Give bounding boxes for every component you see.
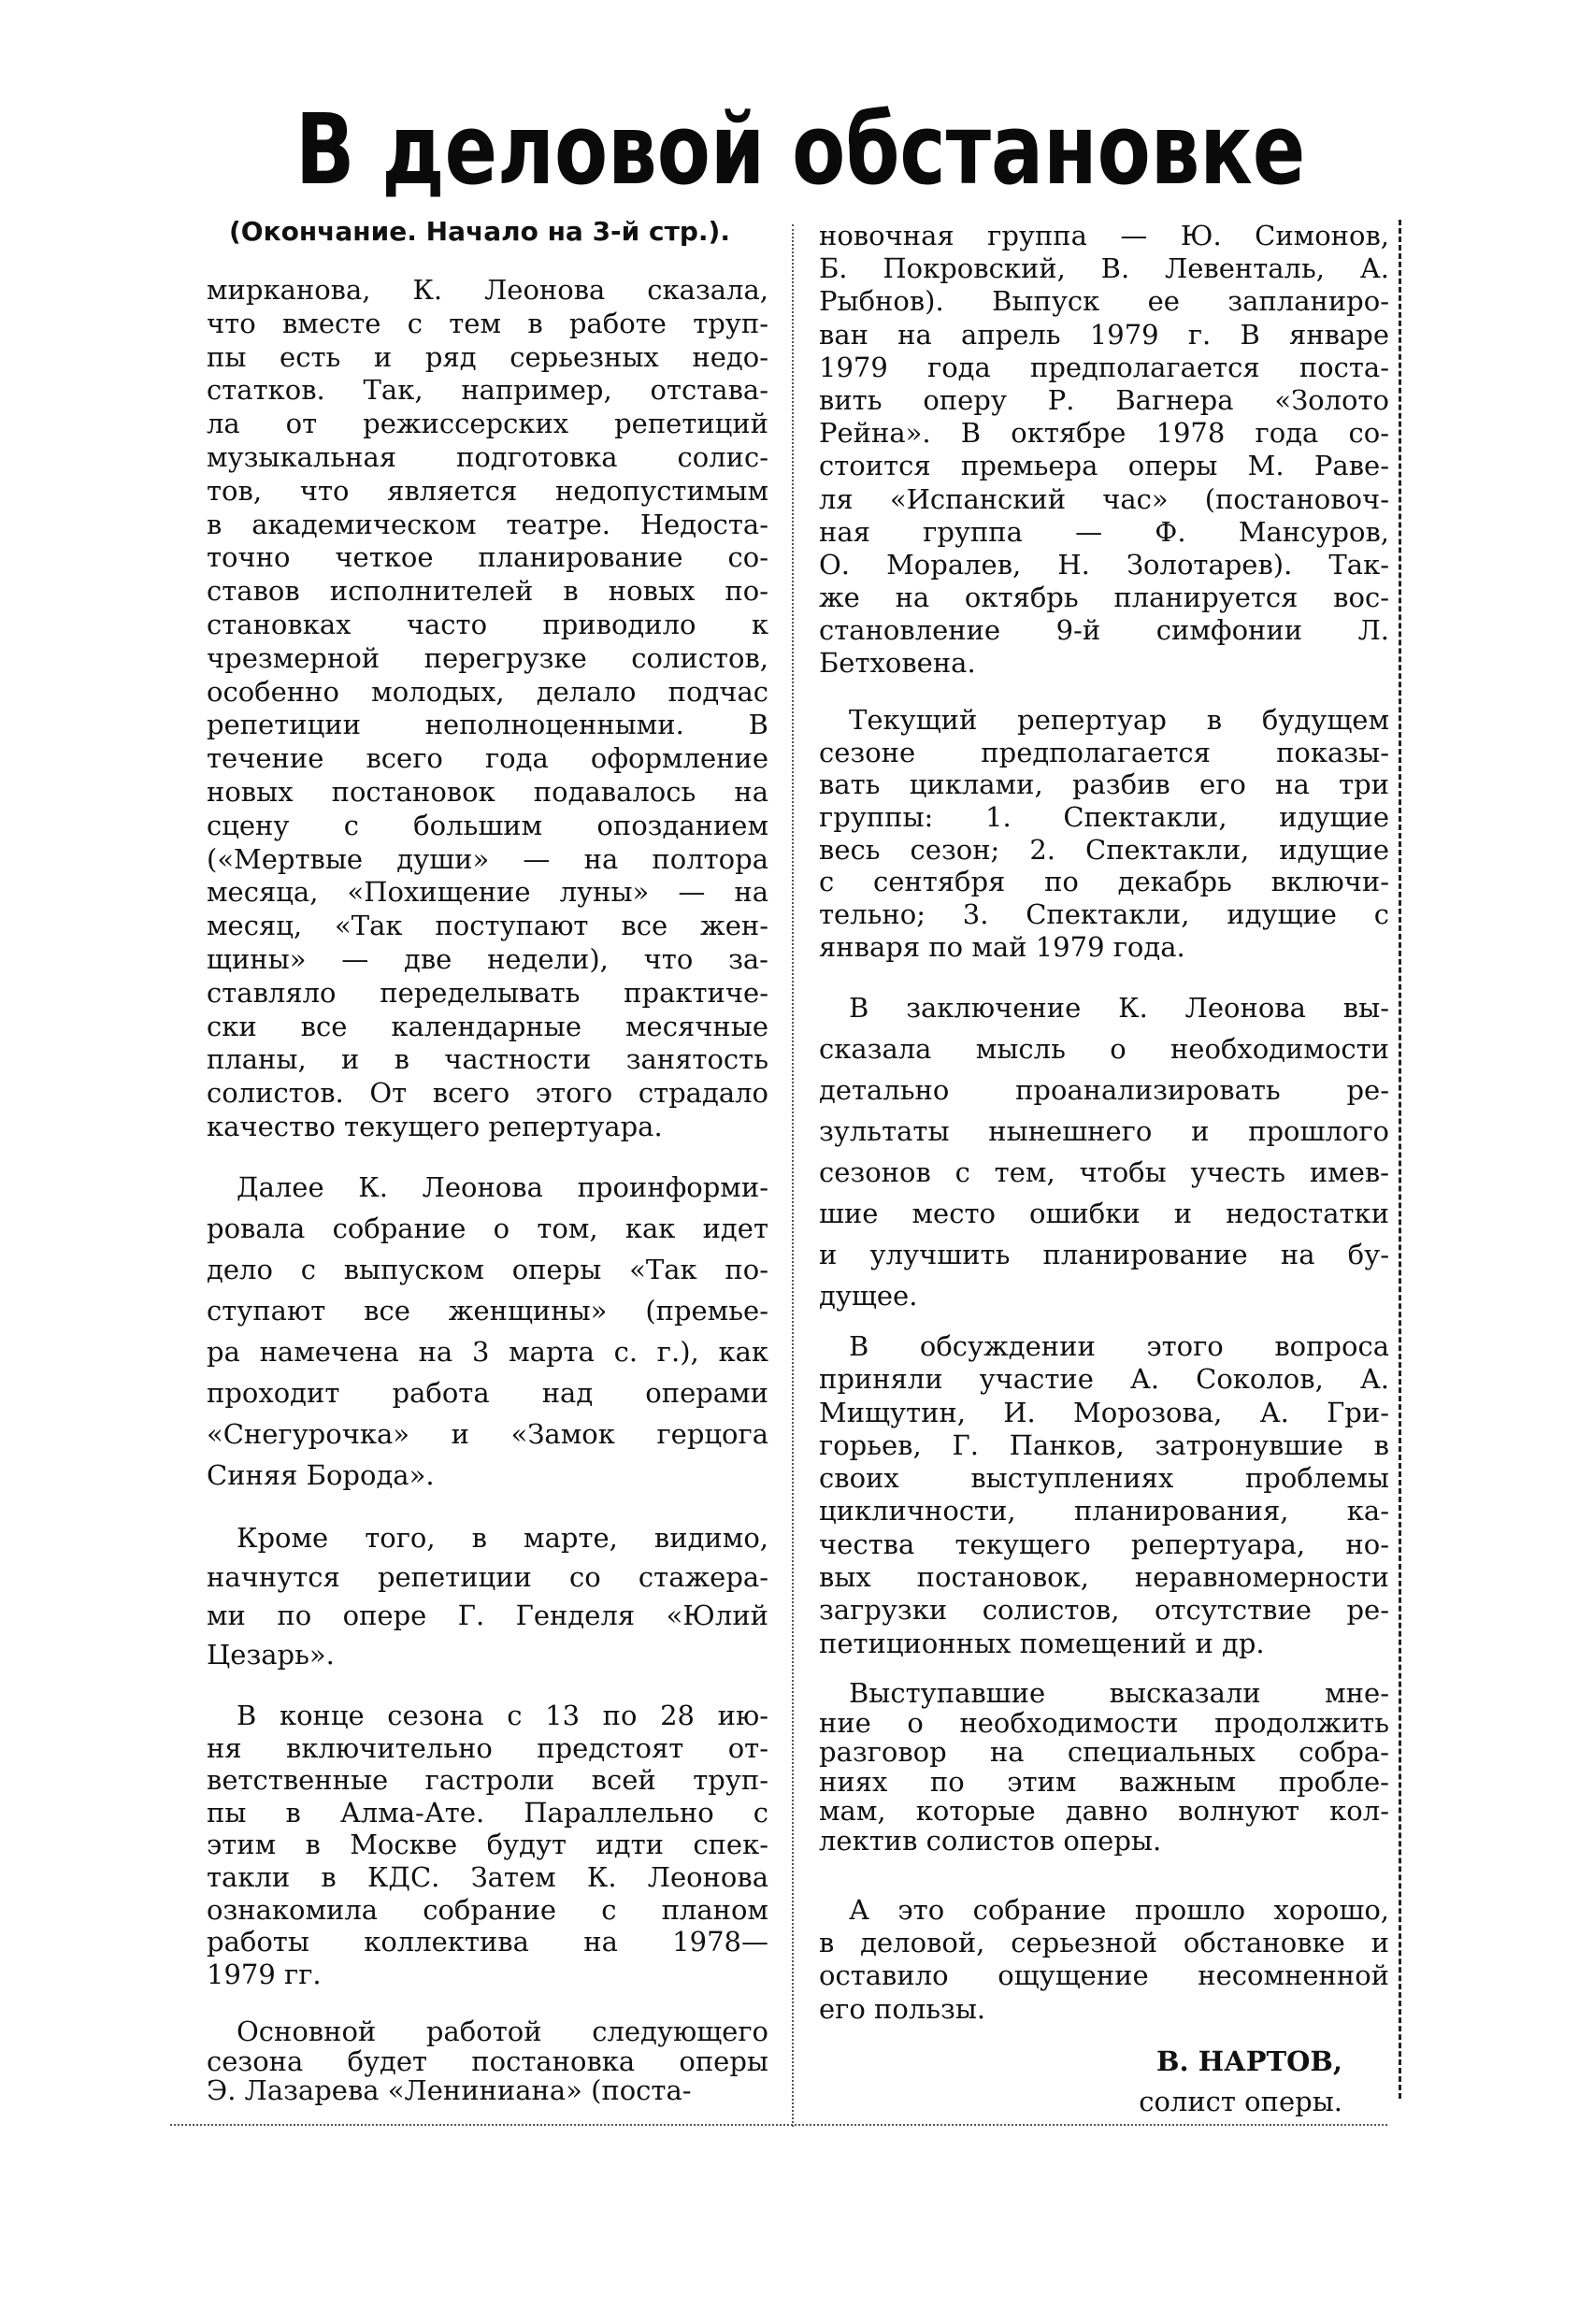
text-line: [207, 1519, 768, 1558]
text-line-content: чества текущего репертуара, но-: [819, 1528, 1389, 1560]
text-line-content: пы в Алма-Ате. Параллельно с: [207, 1796, 768, 1829]
paragraph: [207, 274, 768, 1144]
text-line-content: ниях по этим важным пробле-: [819, 1765, 1389, 1798]
text-line-content: вить оперу Р. Вагнера «Золото: [819, 383, 1389, 416]
text-line-content: ставляло переделывать практиче-: [207, 976, 768, 1009]
text-line: [819, 319, 1389, 351]
paragraph: [819, 704, 1389, 964]
text-line-content: Основной работой следующего: [237, 2016, 768, 2047]
text-line-content: в деловой, серьезной обстановке и: [819, 1927, 1389, 1959]
text-line: [819, 1894, 1389, 1927]
text-line-content: Синяя Борода».: [207, 1459, 435, 1491]
text-line-content: становление 9-й симфонии Л.: [819, 614, 1389, 647]
text-line-content: становках часто приводило к: [207, 608, 768, 640]
text-line: [207, 575, 768, 609]
text-line: [207, 642, 768, 676]
text-line: [819, 737, 1389, 769]
text-line: [819, 768, 1389, 801]
text-line-content: вать циклами, разбив его на три: [819, 768, 1389, 801]
paragraph: [819, 1894, 1389, 2026]
right-border-rule: [1399, 220, 1401, 2099]
text-line-content: точно четкое планирование со-: [207, 541, 768, 574]
text-line-content: пы есть и ряд серьезных недо-: [207, 340, 768, 373]
text-line-content: дущее.: [819, 1280, 918, 1312]
text-line: [207, 1797, 768, 1829]
text-line: [819, 834, 1389, 867]
text-line: [207, 876, 768, 910]
text-line: [819, 581, 1389, 614]
text-line: [819, 1738, 1389, 1768]
text-line: [819, 516, 1389, 549]
text-line-content: своих выступлениях проблемы: [819, 1462, 1389, 1495]
text-line: [207, 1372, 768, 1413]
text-line-content: репетиции неполноценными. В: [207, 709, 768, 741]
text-line: [819, 647, 1389, 680]
text-line-content: лектив солистов оперы.: [819, 1824, 1162, 1857]
text-line-content: Далее К. Леонова проинформи-: [237, 1171, 768, 1203]
paragraph: [819, 987, 1389, 1316]
text-line: [207, 274, 768, 308]
text-line-content: сезона будет постановка оперы: [207, 2044, 768, 2077]
text-line: [819, 285, 1389, 318]
text-line: [207, 1861, 768, 1894]
text-line-content: чрезмерной перегрузке солистов,: [207, 641, 768, 674]
text-line: [207, 776, 768, 810]
text-line: [207, 308, 768, 341]
text-line-content: ня включительно предстоят от-: [207, 1731, 768, 1764]
text-line: [207, 1558, 768, 1598]
text-line-content: и улучшить планирование на бу-: [819, 1239, 1389, 1270]
text-line-content: же на октябрь планируется вос-: [819, 581, 1389, 614]
text-line: [819, 1193, 1389, 1234]
text-line-content: ровала собрание о том, как идет: [207, 1212, 768, 1244]
text-line-content: его пользы.: [819, 1992, 986, 2025]
text-line: [207, 1829, 768, 1861]
text-line-content: разговор на специальных собра-: [819, 1736, 1389, 1769]
text-line-content: миркaнова, К. Леонова сказала,: [207, 274, 768, 306]
text-line-content: месяц, «Так поступают все жен-: [207, 910, 768, 942]
text-line: [819, 220, 1389, 252]
text-line-content: ра намечена на 3 марта с. г.), как: [207, 1336, 768, 1368]
text-line-content: вых постановок, неравномерности: [819, 1561, 1389, 1594]
text-line: [819, 1993, 1389, 2026]
text-line: [819, 866, 1389, 898]
text-line: [207, 943, 768, 977]
text-line: [207, 341, 768, 375]
text-line: [819, 1234, 1389, 1275]
text-line-content: солистов. От всего этого страдало: [207, 1077, 768, 1110]
text-line: [819, 417, 1389, 450]
text-line-content: приняли участие А. Соколов, А.: [819, 1363, 1389, 1396]
text-line-content: В заключение К. Леонова вы-: [849, 992, 1389, 1024]
text-line-content: мам, которые давно волнуют кол-: [819, 1795, 1389, 1828]
text-line: [819, 1824, 1389, 1857]
text-line: [819, 1363, 1389, 1396]
text-line-content: новочная группа — Ю. Симонов,: [819, 220, 1389, 251]
text-line: [207, 1043, 768, 1077]
text-line-content: сезоне предполагается показы-: [819, 736, 1389, 768]
text-line: [207, 843, 768, 877]
signature-role: солист оперы.: [1139, 2086, 1342, 2117]
text-line: [819, 1628, 1389, 1660]
text-line: [819, 1111, 1389, 1152]
text-line: [207, 408, 768, 441]
text-line-content: шие место ошибки и недостатки: [819, 1198, 1389, 1229]
text-line-content: А это собрание прошло хорошо,: [849, 1894, 1389, 1926]
bottom-rule: [170, 2124, 1387, 2126]
text-line-content: зультаты нынешнего и прошлого: [819, 1115, 1389, 1147]
text-line: [819, 1495, 1389, 1528]
text-line-content: статков. Так, например, отстава-: [207, 374, 768, 407]
text-line: [819, 1275, 1389, 1316]
text-line-content: Рейна». В октябре 1978 года со-: [819, 417, 1389, 450]
text-line-content: ние о необходимости продолжить: [819, 1706, 1389, 1739]
text-line: [819, 1959, 1389, 1992]
text-line: [207, 1208, 768, 1249]
text-line: [207, 1636, 768, 1675]
text-line: [819, 450, 1389, 482]
text-line-content: Э. Лазарева «Лениниана» (поста-: [207, 2074, 692, 2107]
text-line-content: течение всего года оформление: [207, 742, 768, 775]
text-line-content: с сентября по декабрь включи-: [819, 866, 1389, 898]
text-line-content: Текущий репертуар в будущем: [849, 704, 1389, 736]
text-line-content: новых постановок подавалось на: [207, 775, 768, 808]
text-line-content: ветственные гастроли всей труп-: [207, 1764, 768, 1797]
text-line-content: петиционных помещений и др.: [819, 1627, 1265, 1659]
text-line: [819, 549, 1389, 581]
text-line-content: ознакомила собрание с планом: [207, 1893, 768, 1926]
text-line-content: начнутся репетиции со стажера-: [207, 1560, 768, 1593]
text-line: [207, 1764, 768, 1797]
text-line-content: горьев, Г. Панков, затронувшие в: [819, 1428, 1389, 1461]
text-line-content: Мищутин, И. Морозова, А. Гри-: [819, 1396, 1389, 1428]
text-line-content: музыкальная подготовка солис-: [207, 440, 768, 473]
text-line-content: ми по опере Г. Генделя «Юлий: [207, 1600, 768, 1631]
text-line-content: В обсуждении этого вопроса: [849, 1330, 1389, 1362]
text-line: [819, 1069, 1389, 1111]
text-line-content: такли в КДС. Затем К. Леонова: [207, 1860, 768, 1893]
text-line: [819, 1330, 1389, 1363]
signature-author: В. НАРТОВ,: [1156, 2045, 1342, 2077]
column-divider: [792, 224, 794, 2127]
paragraph: [207, 1519, 768, 1674]
text-line: [819, 1927, 1389, 1959]
text-line: [207, 2044, 768, 2077]
text-line-content: ля «Испанский час» (постановоч-: [819, 482, 1389, 515]
text-line: [819, 1594, 1389, 1627]
text-line: [207, 509, 768, 542]
text-line: [207, 1167, 768, 1208]
text-line: [207, 2017, 768, 2047]
text-line: [819, 898, 1389, 931]
text-line: [207, 374, 768, 408]
text-line: [207, 1926, 768, 1958]
text-line-content: планы, и в частности занятость: [207, 1043, 768, 1076]
text-line-content: О. Моралев, Н. Золотарев). Так-: [819, 548, 1389, 581]
text-line: [819, 801, 1389, 834]
text-line-content: Бетховена.: [819, 647, 976, 680]
text-line-content: дело с выпуском оперы «Так по-: [207, 1254, 768, 1285]
text-line: [207, 810, 768, 843]
text-line: [819, 1706, 1389, 1739]
text-line: [207, 1331, 768, 1372]
text-line: [207, 977, 768, 1011]
text-line: [207, 609, 768, 642]
text-line: [207, 1894, 768, 1927]
text-line: [207, 1455, 768, 1496]
text-line: [207, 1597, 768, 1636]
text-line-content: загрузки солистов, отсутствие ре-: [819, 1594, 1389, 1627]
text-line: [207, 1700, 768, 1732]
text-line: [819, 1152, 1389, 1193]
text-line-content: 1979 года предполагается поста-: [819, 351, 1389, 383]
paragraph: [819, 1679, 1389, 1857]
text-line-content: что вместе с тем в работе труп-: [207, 307, 768, 339]
text-line: [819, 384, 1389, 417]
text-line-content: сезонов с тем, чтобы учесть имев-: [819, 1156, 1389, 1188]
text-line-content: ла от режиссерских репетиций: [207, 408, 768, 440]
text-line-content: цикличности, планирования, ка-: [819, 1495, 1389, 1528]
text-line-content: ступают все женщины» (премье-: [207, 1295, 768, 1327]
text-line: [207, 1413, 768, 1455]
text-line-content: ван на апрель 1979 г. В январе: [819, 318, 1389, 351]
paragraph: [207, 1700, 768, 1990]
text-line: [207, 1011, 768, 1044]
text-line: [207, 1732, 768, 1765]
text-line: [207, 742, 768, 776]
text-line-content: («Мертвые души» — на полтора: [207, 842, 768, 875]
text-line: [207, 475, 768, 509]
text-line-content: весь сезон; 2. Спектакли, идущие: [819, 833, 1389, 866]
text-line-content: оставило ощущение несомненной: [819, 1959, 1389, 1992]
text-line: [819, 614, 1389, 647]
text-line-content: ная группа — Ф. Мансуров,: [819, 515, 1389, 548]
text-line-content: Выступавшие высказали мне-: [849, 1677, 1389, 1709]
text-line-content: щины» — две недели), что за-: [207, 942, 768, 975]
text-line: [819, 1561, 1389, 1594]
text-line: [819, 1028, 1389, 1069]
text-line-content: тельно; 3. Спектакли, идущие с: [819, 898, 1389, 931]
text-line-content: детально проанализировать ре-: [819, 1074, 1389, 1106]
text-line: [819, 1397, 1389, 1429]
text-line-content: Кроме того, в марте, видимо,: [237, 1522, 768, 1554]
text-line-content: проходит работа над операми: [207, 1377, 768, 1409]
headline: В деловой обстановке: [295, 93, 1306, 207]
text-line-content: января по май 1979 года.: [819, 930, 1185, 963]
text-line: [207, 441, 768, 475]
text-line: [819, 1679, 1389, 1709]
text-line: [819, 252, 1389, 285]
text-line-content: группы: 1. Спектакли, идущие: [819, 801, 1389, 834]
paragraph: [207, 2017, 768, 2106]
text-line-content: Рыбнов). Выпуск ее запланиро-: [819, 285, 1389, 318]
text-line: [819, 1429, 1389, 1462]
text-line: [819, 931, 1389, 964]
paragraph: [819, 220, 1389, 681]
text-line: [207, 676, 768, 710]
text-line: [207, 1111, 768, 1144]
text-line-content: 1979 гг.: [207, 1958, 322, 1990]
text-line: [819, 1528, 1389, 1561]
text-line-content: стоится премьера оперы М. Раве-: [819, 450, 1389, 482]
text-line: [207, 1958, 768, 1991]
text-line-content: В конце сезона с 13 по 28 ию-: [237, 1700, 768, 1731]
text-line-content: особенно молодых, делало подчас: [207, 675, 768, 708]
text-line-content: в академическом театре. Недоста-: [207, 508, 768, 540]
text-line: [207, 1077, 768, 1111]
text-line: [207, 2076, 768, 2106]
text-line: [819, 1462, 1389, 1495]
paragraph: [819, 1330, 1389, 1660]
text-line-content: ски все календарные месячные: [207, 1010, 768, 1042]
continuation-note: (Окончание. Начало на 3-й стр.).: [229, 216, 730, 247]
text-line-content: этим в Москве будут идти спек-: [207, 1829, 768, 1861]
text-line: [819, 1797, 1389, 1827]
text-line-content: работы коллектива на 1978—: [207, 1926, 768, 1958]
text-line: [819, 1765, 1389, 1798]
text-line: [819, 987, 1389, 1028]
text-line: [207, 1290, 768, 1331]
text-line-content: качество текущего репертуара.: [207, 1110, 663, 1142]
text-line: [207, 1249, 768, 1290]
text-line-content: месяца, «Похищение луны» — на: [207, 876, 768, 909]
text-line: [819, 351, 1389, 384]
text-line: [207, 709, 768, 742]
text-line-content: Б. Покровский, В. Левенталь, А.: [819, 252, 1389, 285]
text-line: [819, 483, 1389, 516]
text-line-content: сказала мысль о необходимости: [819, 1033, 1389, 1065]
text-line-content: ставов исполнителей в новых по-: [207, 575, 768, 608]
paragraph: [207, 1167, 768, 1496]
text-line-content: сцену с большим опозданием: [207, 809, 768, 841]
text-line-content: Цезарь».: [207, 1638, 335, 1671]
text-line-content: тов, что является недопустимым: [207, 474, 768, 507]
text-line: [207, 910, 768, 943]
text-line-content: «Снегурочка» и «Замок герцога: [207, 1418, 768, 1450]
text-line: [207, 541, 768, 575]
text-line: [819, 704, 1389, 737]
